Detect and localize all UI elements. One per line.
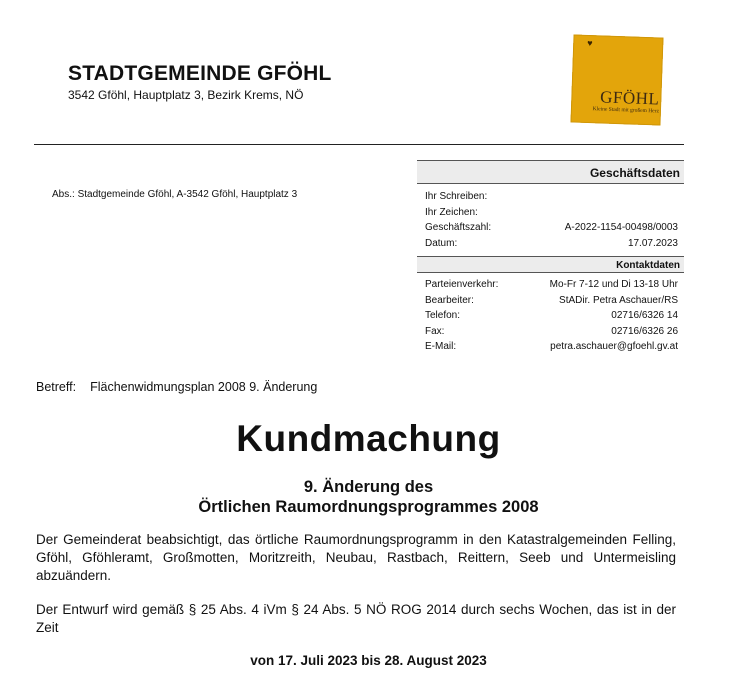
info-label: Ihr Schreiben: <box>425 191 488 202</box>
kontaktdaten-heading: Kontaktdaten <box>417 256 684 273</box>
kontaktdaten-rows <box>417 273 684 355</box>
info-label: Bearbeiter: <box>425 294 474 306</box>
subject-text: Flächenwidmungsplan 2008 9. Änderung <box>90 380 318 394</box>
organization-address: 3542 Gföhl, Hauptplatz 3, Bezirk Krems, NÖ <box>68 88 304 102</box>
email-link[interactable]: petra.aschauer@gfoehl.gv.at <box>550 341 678 352</box>
organization-name: STADTGEMEINDE GFÖHL <box>68 62 332 85</box>
display-period: von 17. Juli 2023 bis 28. August 2023 <box>250 653 487 668</box>
info-value: StADir. Petra Aschauer/RS <box>559 294 678 306</box>
info-row <box>425 189 678 205</box>
info-value: 02716/6326 26 <box>611 325 678 337</box>
info-value: 17.07.2023 <box>627 237 678 249</box>
heart-icon: ♥ <box>587 37 593 49</box>
info-row <box>425 293 678 309</box>
subject-line <box>36 380 317 394</box>
info-label: Ihr Zeichen: <box>425 206 478 218</box>
info-label: E-Mail: <box>425 341 457 352</box>
info-value: A-2022-1154-00498/0003 <box>564 222 678 233</box>
document-title: Kundmachung <box>236 418 501 459</box>
body-paragraph: Der Entwurf wird gemäß § 25 Abs. 4 iVm § 24 Abs. 5 NÖ ROG 2014 durch sechs Wochen, das ist in der Zeit <box>36 602 676 635</box>
subject-label: Betreff: <box>36 380 77 394</box>
info-label: Geschäftszahl: <box>425 222 492 233</box>
document-subtitle: Örtlichen Raumordnungsprogrammes 2008 <box>198 498 539 516</box>
info-row <box>425 324 678 340</box>
info-label: Datum: <box>425 237 458 249</box>
info-panel <box>417 160 684 355</box>
gfoehl-logo <box>570 34 663 125</box>
body-paragraph: Der Gemeinderat beabsichtigt, das örtliche Raumordnungsprogramm in den Katastralgemeinden Felling, Gföhl, Gföhleramt, Großmotten, Moritzreith, Neubau, Rastbach, Reittern, Seeb und Untermeisling abzuändern. <box>36 532 676 583</box>
info-row <box>425 277 678 293</box>
info-label: Parteienverkehr: <box>425 279 499 290</box>
logo-tagline: Kleine Stadt mit großem Herz <box>592 106 660 115</box>
sender-line: Abs.: Stadtgemeinde Gföhl, A-3542 Gföhl, Hauptplatz 3 <box>52 189 298 200</box>
info-row <box>425 236 678 252</box>
info-row <box>425 339 678 355</box>
info-row <box>425 205 678 221</box>
info-value: Mo-Fr 7-12 und Di 13-18 Uhr <box>549 279 678 290</box>
geschaeftsdaten-heading: Geschäftsdaten <box>417 160 684 184</box>
info-row <box>425 220 678 236</box>
document-subtitle: 9. Änderung des <box>303 478 434 496</box>
info-label: Fax: <box>425 325 445 337</box>
geschaeftsdaten-rows <box>417 184 684 251</box>
info-row <box>425 308 678 324</box>
info-value: 02716/6326 14 <box>611 310 678 321</box>
info-label: Telefon: <box>425 310 461 321</box>
header-divider <box>34 144 684 145</box>
logo-word: GFÖHL <box>599 87 660 109</box>
